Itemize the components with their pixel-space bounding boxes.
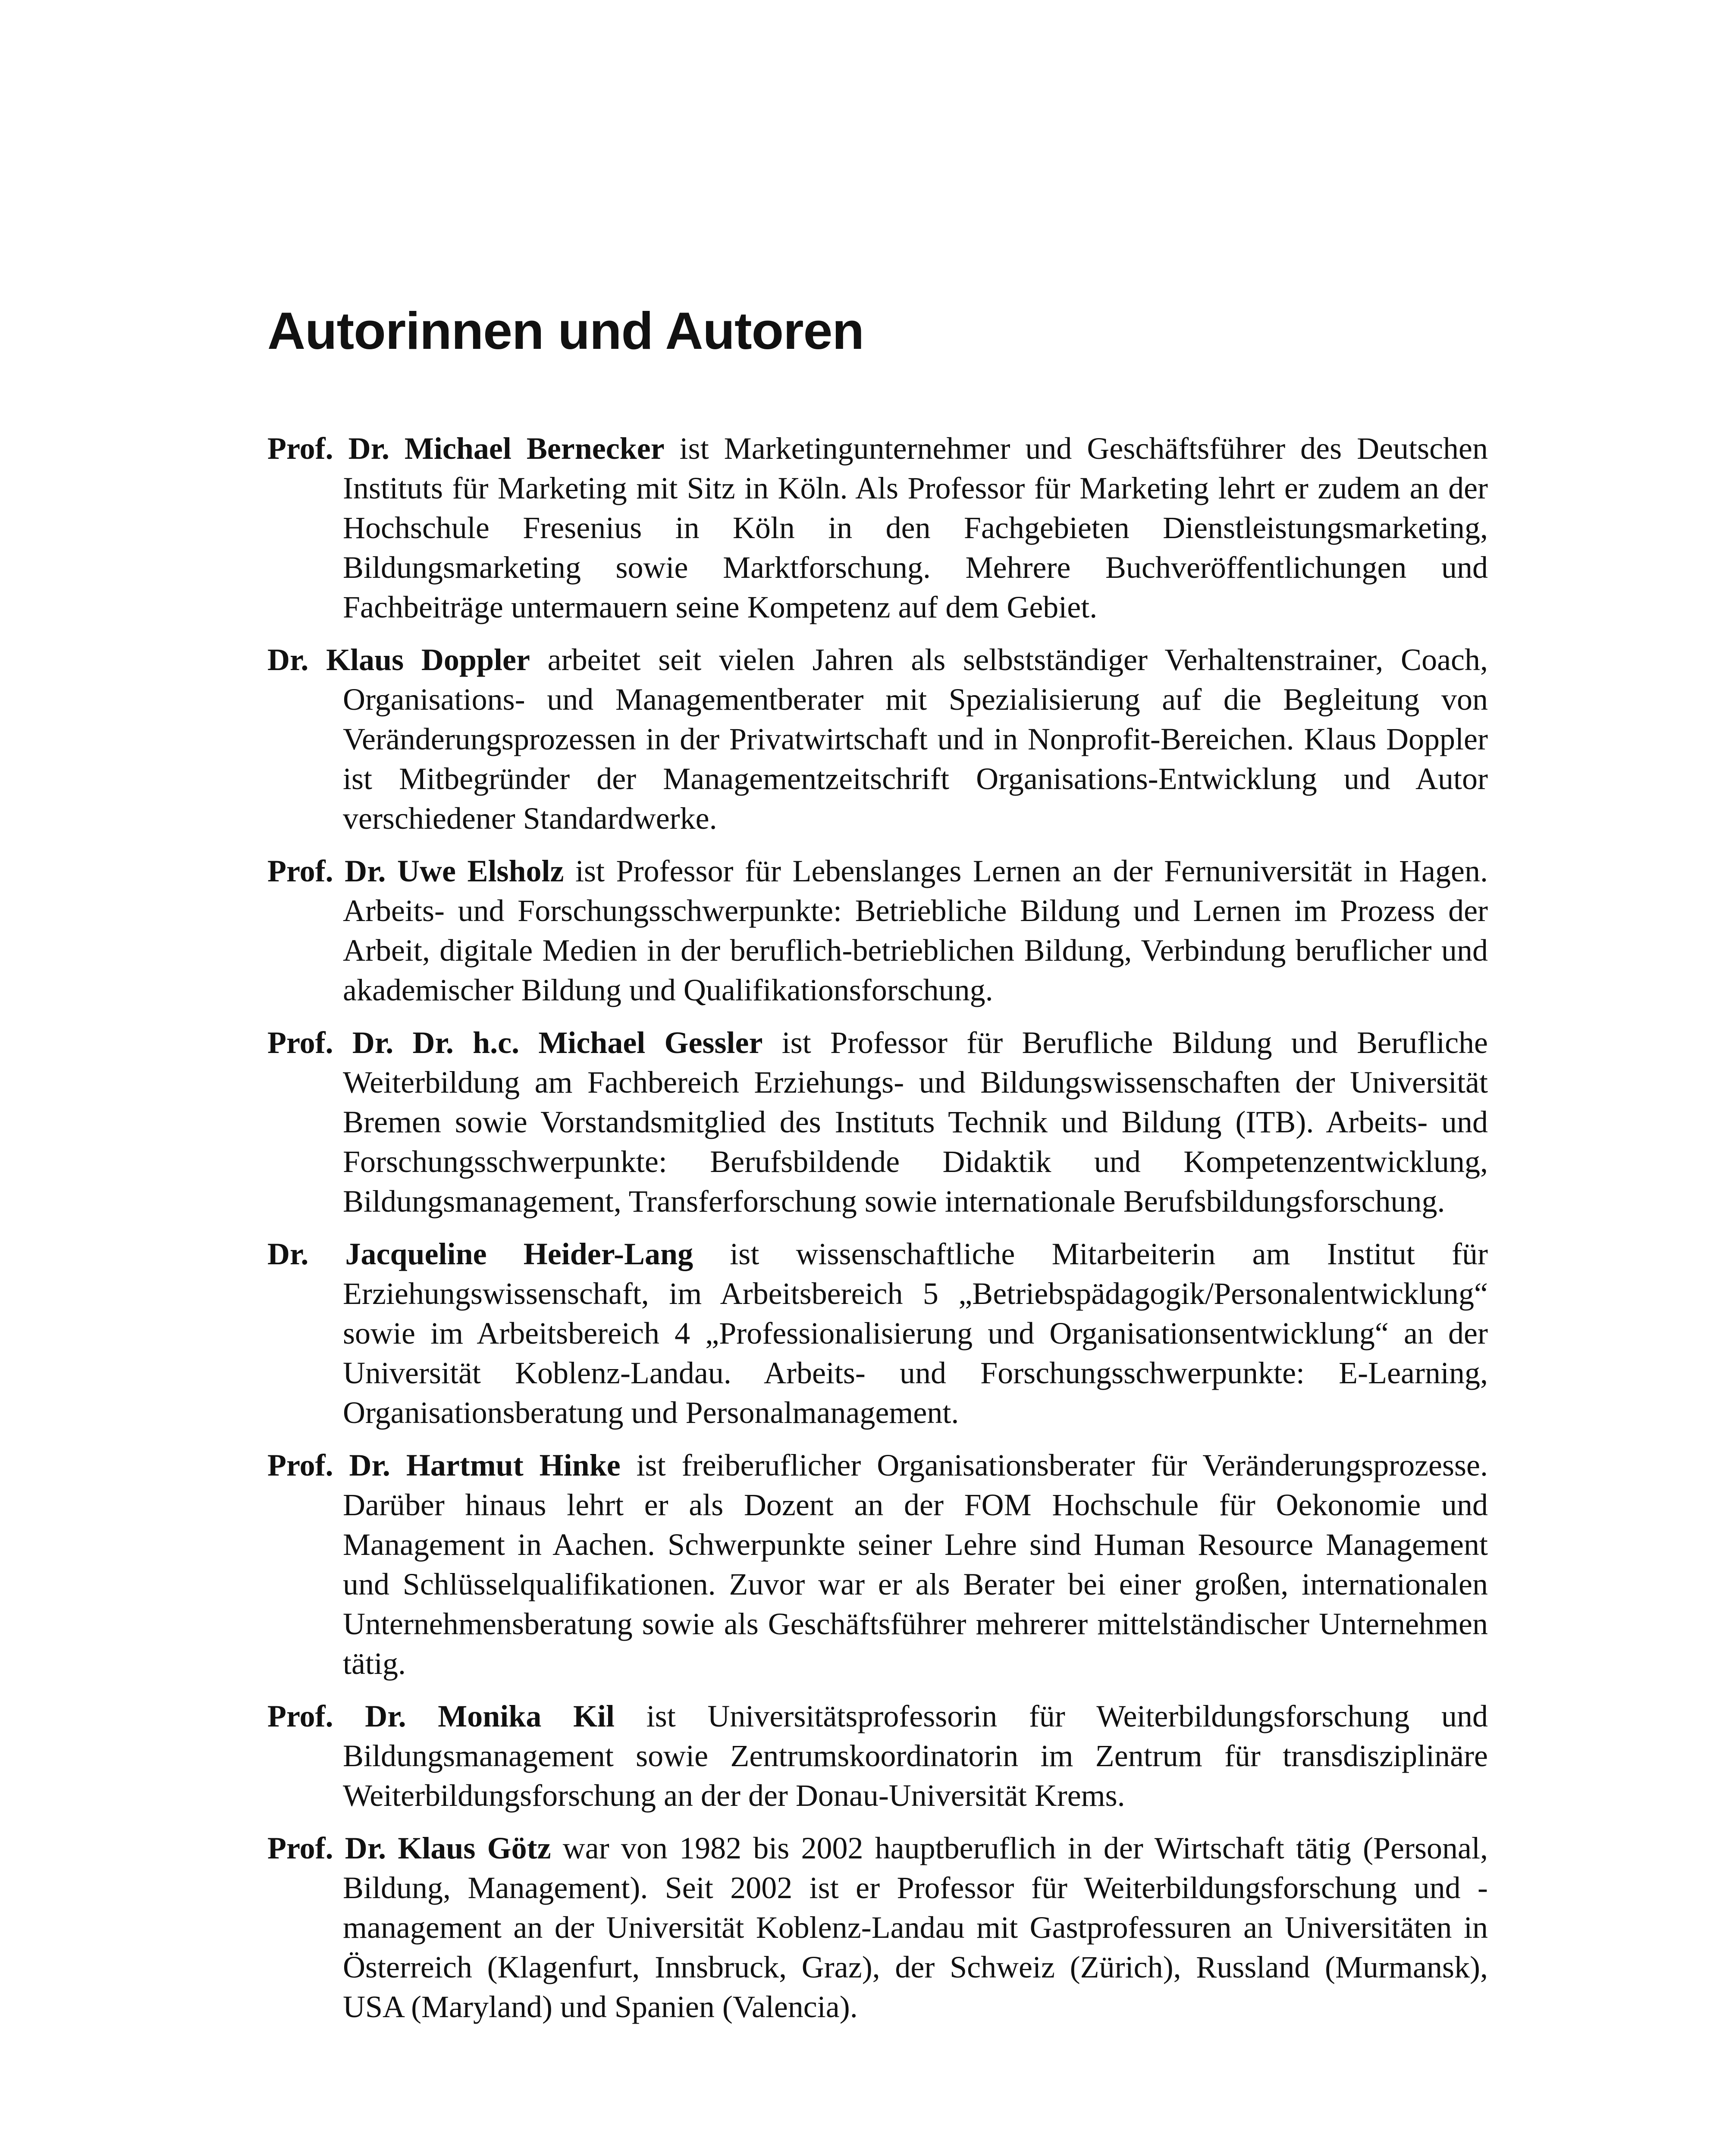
author-name: Prof. Dr. Monika Kil xyxy=(267,1699,615,1734)
author-bio: ist freiberuflicher Organisationsberater für Veränderungsprozesse. Darüber hinaus lehrt er als Dozent an der FOM Hochschule für Oekonomie und Management in Aachen. Schwerpunkte seiner Lehre sind Human Resource Management und Schlüsselqualifikationen. Zuvor war er als Berater bei einer großen, internationalen Unternehmensberatung sowie als Geschäftsführer mehrerer mittelständischer Unternehmen tätig. xyxy=(343,1448,1488,1681)
document-page xyxy=(267,302,1488,2040)
author-bio: ist wissenschaftliche Mitarbeiterin am Institut für Erziehungswissenschaft, im Arbeitsbereich 5 „Betriebspädagogik/Personalentwicklung“ sowie im Arbeitsbereich 4 „Professionalisierung und Organisationsentwicklung“ an der Universität Koblenz-Landau. Arbeits- und Forschungsschwerpunkte: E-Learning, Organisationsberatung und Personalmanagement. xyxy=(343,1237,1488,1430)
author-name: Prof. Dr. Klaus Götz xyxy=(267,1831,551,1866)
author-bio: ist Universitätsprofessorin für Weiterbildungsforschung und Bildungsmanagement sowie Zentrumskoordinatorin im Zentrum für transdisziplinäre Weiterbildungsforschung an der der Donau-Universität Krems. xyxy=(343,1699,1488,1813)
author-name: Prof. Dr. Michael Bernecker xyxy=(267,431,665,466)
author-bio: ist Marketingunternehmer und Geschäftsführer des Deutschen Instituts für Marketing mit Sitz in Köln. Als Professor für Marketing lehrt er zudem an der Hochschule Fresenius in Köln in den Fachgebieten Dienstleistungsmarketing, Bildungsmarketing sowie Marktforschung. Mehrere Buchveröffentlichungen und Fachbeiträge untermauern seine Kompetenz auf dem Gebiet. xyxy=(343,431,1488,625)
author-bio: ist Professor für Lebenslanges Lernen an der Fernuniversität in Hagen. Arbeits- und Forschungsschwerpunkte: Betriebliche Bildung und Lernen im Prozess der Arbeit, digitale Medien in der beruflich-betrieblichen Bildung, Verbindung beruflicher und akademischer Bildung und Qualifikationsforschung. xyxy=(343,854,1488,1008)
author-entry xyxy=(267,851,1488,1010)
author-name: Prof. Dr. Uwe Elsholz xyxy=(267,854,564,889)
author-entry xyxy=(267,1234,1488,1432)
author-entry xyxy=(267,1445,1488,1683)
page-title: Autorinnen und Autoren xyxy=(267,301,864,360)
author-bio: war von 1982 bis 2002 hauptberuflich in der Wirtschaft tätig (Personal, Bildung, Management). Seit 2002 ist er Professor für Weiterbildungsforschung und -management an der Universität Koblenz-Landau mit Gastprofessuren an Universitäten in Österreich (Klagenfurt, Innsbruck, Graz), der Schweiz (Zürich), Russland (Murmansk), USA (Maryland) und Spanien (Valencia). xyxy=(343,1831,1488,2024)
author-list xyxy=(267,429,1488,2027)
author-entry xyxy=(267,429,1488,627)
author-entry xyxy=(267,1023,1488,1221)
author-name: Dr. Jacqueline Heider-Lang xyxy=(267,1237,693,1272)
author-name: Prof. Dr. Hartmut Hinke xyxy=(267,1448,621,1483)
author-entry xyxy=(267,1828,1488,2027)
author-name: Prof. Dr. Dr. h.c. Michael Gessler xyxy=(267,1025,763,1060)
author-bio: arbeitet seit vielen Jahren als selbstständiger Verhaltenstrainer, Coach, Organisations- und Managementberater mit Spezialisierung auf die Begleitung von Veränderungsprozessen in der Privatwirtschaft und in Nonprofit-Bereichen. Klaus Doppler ist Mitbegründer der Managementzeitschrift Organisations-Entwicklung und Autor verschiedener Standardwerke. xyxy=(343,642,1488,836)
author-bio: ist Professor für Berufliche Bildung und Berufliche Weiterbildung am Fachbereich Erziehungs- und Bildungswissenschaften der Universität Bremen sowie Vorstandsmitglied des Instituts Technik und Bildung (ITB). Arbeits- und Forschungsschwerpunkte: Berufsbildende Didaktik und Kompetenzentwicklung, Bildungsmanagement, Transferforschung sowie internationale Berufsbildungsforschung. xyxy=(343,1025,1488,1219)
author-name: Dr. Klaus Doppler xyxy=(267,642,530,677)
author-entry xyxy=(267,640,1488,838)
author-entry xyxy=(267,1696,1488,1815)
